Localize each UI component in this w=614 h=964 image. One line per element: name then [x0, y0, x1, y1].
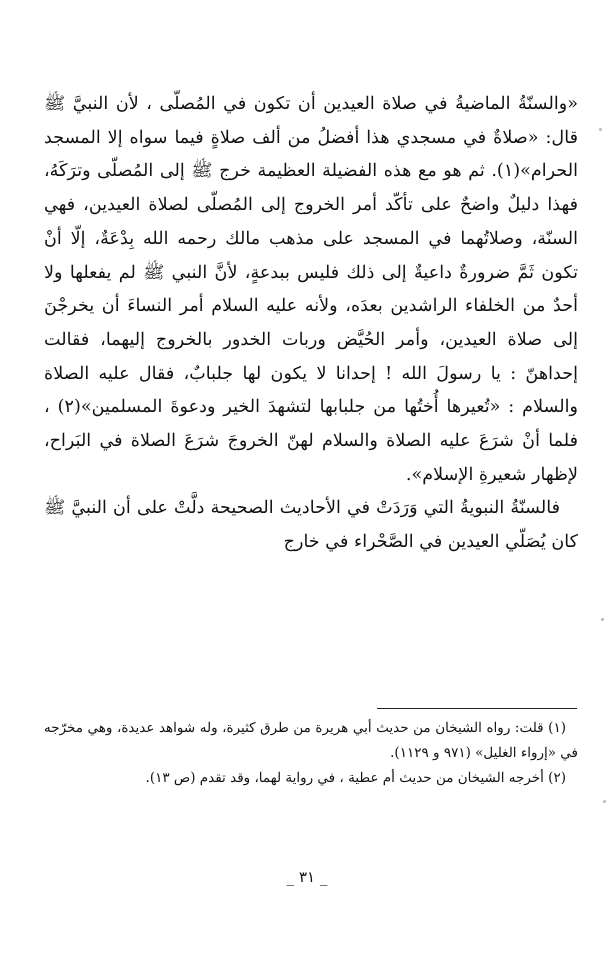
footnote-separator: [377, 708, 577, 709]
paragraph: «والسنّةُ الماضيةُ في صلاة العيدين أن تكون في المُصلّى ، لأن النبيَّ ﷺ قال: «صلاةٌ في مسجدي هذا أفضلُ من ألف صلاةٍ فيما سواه إلا المسجد الحرام»(١). ثم هو مع هذه الفضيلة العظيمة خرج ﷺ إلى المُصلّى وترَكَهُ، فهذا دليلٌ واضحٌ على تأكّد أمر الخروج إلى المُصلّى لصلاة العيدين، فهي السنّة، وصلاتُهما في المسجد على مذهب مالك رحمه الله بِدْعَةٌ، إلّا أنْ تكون ثَمَّ ضرورةٌ داعيةٌ إلى ذلك فليس ببدعةٍ، لأنَّ النبي ﷺ لم يفعلها ولا أحدٌ من الخلفاء الراشدين بعدَه، ولأنه عليه السلام أمر النساءَ أن يخرجْنَ إلى صلاة العيدين، وأمر الحُيَّض وربات الخدور بالخروج إليهما، فقالت إحداهنّ : يا رسولَ الله ! إحدانا لا يكون لها جلبابٌ، فقال عليه الصلاة والسلام : «تُعيرها أُختُها من جلبابها لتشهدَ الخير ودعوةَ المسلمين»(٢) ، فلما أنْ شرَعَ عليه الصلاة والسلام لهنّ الخروجَ شرَعَ الصلاة في البَراح، لإظهار شعيرةِ الإسلام».: [44, 94, 579, 485]
footnotes: [44, 716, 578, 791]
paragraph: فالسنّةُ النبويةُ التي وَرَدَتْ في الأحاديث الصحيحة دلَّتْ على أن النبيَّ ﷺ كان يُصَلّي العيدين في الصَّحْراء في خارج: [44, 498, 578, 553]
main-text: [44, 88, 578, 560]
footnote: (١) قلت: رواه الشيخان من حديث أبي هريرة من طرق كثيرة، وله شواهد عديدة، وهي مخرّجه في «إرواء الغليل» (٩٧١ و ١١٢٩).: [44, 720, 578, 761]
page-number: _ ٣١ _: [286, 868, 328, 886]
scan-speck: [601, 618, 604, 621]
scan-speck: [603, 800, 606, 803]
footnote: (٢) أخرجه الشيخان من حديث أم عطية ، في رواية لهما، وقد تقدم (ص ١٣).: [145, 770, 566, 786]
scan-speck: [599, 128, 602, 131]
